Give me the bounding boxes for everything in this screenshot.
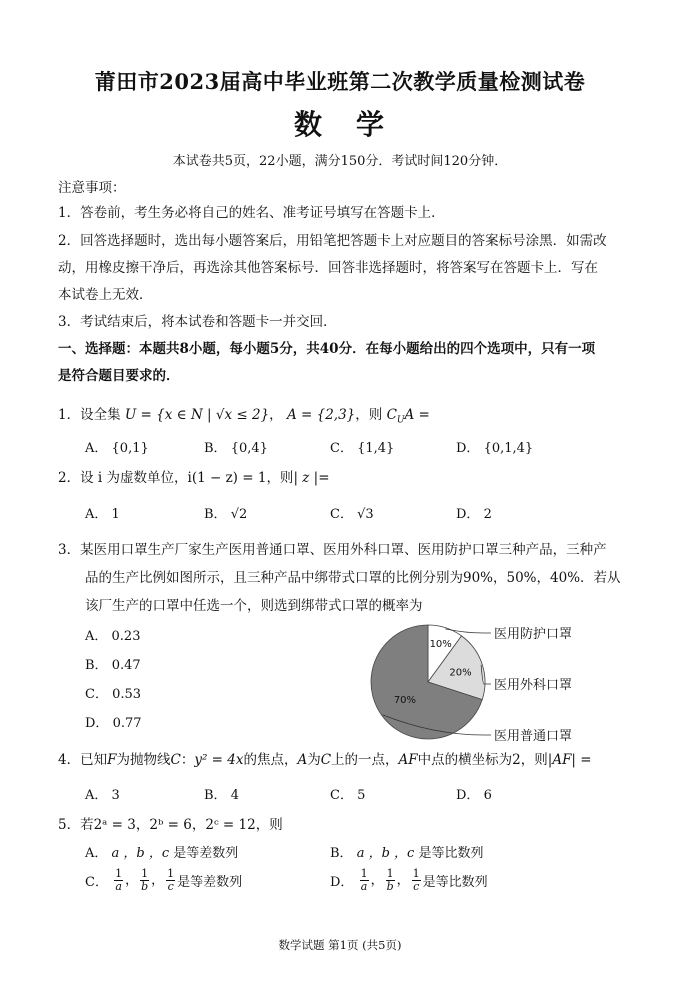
q3-option-d bbox=[85, 712, 142, 731]
q4-option-c bbox=[330, 784, 365, 803]
frac-num: 1 bbox=[115, 867, 123, 880]
q5-option-c-frac-b bbox=[140, 868, 149, 893]
question-1-stem bbox=[58, 403, 430, 426]
q5-eq-2: 2ᵇ = 6 bbox=[149, 817, 192, 833]
q5-option-d: D． $\frac{1}{a}$ ， $\frac{1}{b}$ ， $\frac{1}{c}$ 是等比数列 bbox=[330, 867, 488, 893]
section-heading-line-2: 是符合题目要求的． bbox=[58, 368, 180, 384]
q2-option-c bbox=[330, 503, 374, 522]
q4-text-f: 上的一点， bbox=[331, 752, 399, 768]
q2-option-d-text: 2 bbox=[483, 507, 492, 522]
pie-data-label-3: 70% bbox=[393, 694, 417, 706]
q5-option-a bbox=[85, 842, 238, 861]
q4-option-a-letter: A． bbox=[85, 788, 108, 803]
q3-option-c-letter: C． bbox=[85, 687, 108, 702]
q1-set-U: U = {x ∈ N | √x ≤ 2} bbox=[124, 407, 270, 423]
frac-den: a bbox=[115, 880, 122, 893]
q2-option-b bbox=[204, 503, 247, 522]
pie-category-label-1: 医用防护口罩 bbox=[494, 627, 573, 642]
q2-option-a-letter: A． bbox=[85, 507, 108, 522]
q4-A: A bbox=[297, 752, 308, 768]
pie-data-label-1: 10% bbox=[429, 638, 452, 650]
q4-text-b: 为抛物线 bbox=[116, 752, 171, 768]
frac-num: 1 bbox=[360, 867, 368, 880]
q4-option-a bbox=[85, 784, 120, 803]
notice-line-2c: 本试卷上无效． bbox=[58, 287, 153, 303]
q5-option-d-frac-b bbox=[386, 868, 395, 893]
frac-den: a bbox=[360, 880, 368, 893]
q2-text-a: 2．设 i 为虚数单位， bbox=[58, 470, 188, 486]
subject-char-1: 数 bbox=[293, 108, 324, 141]
frac-num: 1 bbox=[386, 867, 394, 880]
q4-text-c: ： bbox=[180, 752, 195, 768]
q2-abs: | z |= bbox=[293, 470, 330, 486]
q3-option-b bbox=[85, 654, 141, 673]
q4-text-h: ，则 bbox=[520, 752, 548, 768]
q3-option-c bbox=[85, 683, 141, 702]
q1-option-d bbox=[456, 437, 533, 456]
subject-char-2: 学 bbox=[356, 108, 387, 141]
q3-option-a-letter: A． bbox=[85, 629, 108, 644]
q5-sep-2: ， bbox=[191, 817, 206, 833]
q2-option-a-text: 1 bbox=[111, 507, 120, 522]
q4-option-d-text: 6 bbox=[483, 788, 492, 803]
q4-C2: C bbox=[320, 752, 332, 768]
q4-AF: AF bbox=[398, 752, 418, 768]
q5-option-c-frac-a bbox=[114, 868, 123, 893]
q3-option-a-text: 0.23 bbox=[111, 629, 141, 644]
pie-category-label-2: 医用外科口罩 bbox=[494, 678, 573, 693]
q5-option-a-vars: a ，b ，c bbox=[111, 846, 170, 861]
q3-option-b-text: 0.47 bbox=[111, 658, 141, 673]
subject-title bbox=[0, 103, 680, 143]
q1-option-b bbox=[204, 437, 268, 456]
exam-intro: 本试卷共5页，22小题，满分150分．考试时间120分钟． bbox=[172, 154, 508, 169]
section-heading-line-1: 一、选择题：本题共8小题，每小题5分，共40分．在每小题给出的四个选项中，只有一项 bbox=[58, 341, 596, 357]
q1-option-c bbox=[330, 437, 394, 456]
q3-option-c-text: 0.53 bbox=[112, 687, 142, 702]
q1-complement-tail: A = bbox=[404, 407, 430, 423]
q2-equation: i(1 − z) = 1 bbox=[187, 470, 267, 486]
q4-text-e: 为 bbox=[307, 752, 321, 768]
frac-den: b bbox=[141, 880, 149, 893]
q1-complement bbox=[386, 407, 430, 426]
q4-option-c-text: 5 bbox=[357, 788, 366, 803]
q5-eq-1: 2ᵃ = 3 bbox=[93, 817, 136, 833]
q1-complement-C: C bbox=[386, 407, 397, 423]
q1-text-b: ， bbox=[269, 407, 283, 423]
q4-text-a: 4．已知 bbox=[58, 752, 108, 768]
q4-option-b bbox=[204, 784, 239, 803]
q2-option-d-letter: D． bbox=[456, 507, 480, 522]
question-3-line-1: 3．某医用口罩生产厂家生产医用普通口罩、医用外科口罩、医用防护口罩三种产品，三种产 bbox=[58, 542, 607, 558]
q1-option-a-letter: A． bbox=[85, 441, 108, 456]
frac-den: c bbox=[167, 880, 174, 893]
q5-option-c-text: 是等差数列 bbox=[177, 875, 243, 890]
q4-two: 2 bbox=[512, 752, 521, 768]
q5-text-a: 5．若 bbox=[58, 817, 94, 833]
question-2-stem bbox=[58, 466, 330, 486]
q5-option-d-text: 是等比数列 bbox=[422, 875, 488, 890]
q5-option-d-frac-c bbox=[412, 868, 421, 893]
notice-line-3: 3．考试结束后，将本试卷和答题卡一并交回． bbox=[58, 314, 337, 330]
q1-option-d-text: {0,1,4} bbox=[483, 441, 534, 456]
q1-option-b-letter: B． bbox=[204, 441, 227, 456]
q4-equation: y² = 4x bbox=[194, 752, 244, 768]
q2-option-c-text: √3 bbox=[357, 507, 374, 522]
q5-eq-3: 2ᶜ = 12 bbox=[205, 817, 256, 833]
q1-option-d-letter: D． bbox=[456, 441, 480, 456]
q5-option-d-frac-a bbox=[360, 868, 369, 893]
frac-den: b bbox=[386, 880, 394, 893]
question-5-stem bbox=[58, 813, 283, 833]
q1-option-c-text: {1,4} bbox=[357, 441, 395, 456]
q4-text-d: 的焦点， bbox=[243, 752, 298, 768]
q5-sep-1: ， bbox=[135, 817, 150, 833]
pie-data-label-2: 20% bbox=[449, 667, 472, 679]
q3-option-d-text: 0.77 bbox=[112, 716, 142, 731]
q4-abs: |AF| = bbox=[547, 752, 592, 768]
q5-option-b-text: 是等比数列 bbox=[418, 846, 484, 861]
q2-option-b-text: √2 bbox=[230, 507, 248, 522]
notice-heading: 注意事项： bbox=[58, 180, 126, 196]
notice-line-2a: 2．回答选择题时，选出每小题答案后，用铅笔把答题卡上对应题目的答案标号涂黑．如需改 bbox=[58, 233, 607, 249]
q4-option-b-letter: B． bbox=[204, 788, 227, 803]
question-3-line-3: 该厂生产的口罩中任选一个，则选到绑带式口罩的概率为 bbox=[85, 598, 423, 614]
q1-option-a bbox=[85, 437, 149, 456]
frac-num: 1 bbox=[141, 867, 149, 880]
q4-option-c-letter: C． bbox=[330, 788, 353, 803]
q1-complement-sub: U bbox=[396, 415, 405, 426]
pie-slices bbox=[371, 625, 485, 739]
q2-text-b: ，则 bbox=[266, 470, 294, 486]
q4-option-a-text: 3 bbox=[111, 788, 120, 803]
q4-option-b-text: 4 bbox=[230, 788, 239, 803]
q2-option-b-letter: B． bbox=[204, 507, 227, 522]
q5-option-b bbox=[330, 842, 483, 861]
q5-option-d-letter: D． bbox=[330, 875, 354, 890]
q1-option-a-text: {0,1} bbox=[111, 441, 149, 456]
q5-option-a-letter: A． bbox=[85, 846, 108, 861]
pie-category-label-3: 医用普通口罩 bbox=[494, 729, 573, 744]
q1-option-b-text: {0,4} bbox=[230, 441, 268, 456]
q5-option-b-vars: a ，b ，c bbox=[356, 846, 415, 861]
q4-C: C bbox=[170, 752, 181, 768]
question-3-line-2: 品的生产比例如图所示，且三种产品中绑带式口罩的比例分别为90%，50%，40%．若从 bbox=[85, 570, 621, 586]
q4-option-d bbox=[456, 784, 492, 803]
q1-text-c: ，则 bbox=[355, 407, 383, 423]
q4-text-g: 中点的横坐标为 bbox=[417, 752, 513, 768]
q3-option-d-letter: D． bbox=[85, 716, 109, 731]
notice-line-2b: 动，用橡皮擦干净后，再选涂其他答案标号．回答非选择题时，将答案写在答题卡上．写在 bbox=[58, 260, 598, 276]
q5-option-b-letter: B． bbox=[330, 846, 353, 861]
q3-option-b-letter: B． bbox=[85, 658, 108, 673]
question-4-stem bbox=[58, 748, 592, 768]
q1-set-A: A = {2,3} bbox=[286, 407, 356, 423]
q2-option-d bbox=[456, 503, 492, 522]
q1-text-a: 1．设全集 bbox=[58, 407, 121, 423]
q5-option-a-text: 是等差数列 bbox=[173, 846, 239, 861]
frac-den: c bbox=[413, 880, 420, 893]
page-footer: 数学试题 第1页 (共5页) bbox=[278, 938, 402, 952]
pie-chart bbox=[360, 620, 620, 745]
frac-num: 1 bbox=[412, 867, 420, 880]
q4-F: F bbox=[107, 752, 117, 768]
q2-option-c-letter: C． bbox=[330, 507, 353, 522]
q5-option-c: C． $\frac{1}{a}$ ， $\frac{1}{b}$ ， $\frac{1}{c}$ 是等差数列 bbox=[85, 867, 243, 893]
q5-option-c-letter: C． bbox=[85, 875, 108, 890]
q1-option-c-letter: C． bbox=[330, 441, 353, 456]
frac-num: 1 bbox=[167, 867, 175, 880]
q5-text-b: ，则 bbox=[255, 817, 283, 833]
q2-option-a bbox=[85, 503, 120, 522]
q3-option-a bbox=[85, 625, 140, 644]
notice-line-1: 1．答卷前，考生务必将自己的姓名、准考证号填写在答题卡上． bbox=[58, 205, 445, 221]
q5-option-c-frac-c bbox=[166, 868, 175, 893]
q4-option-d-letter: D． bbox=[456, 788, 480, 803]
exam-title: 莆田市2023届高中毕业班第二次教学质量检测试卷 bbox=[94, 69, 586, 94]
